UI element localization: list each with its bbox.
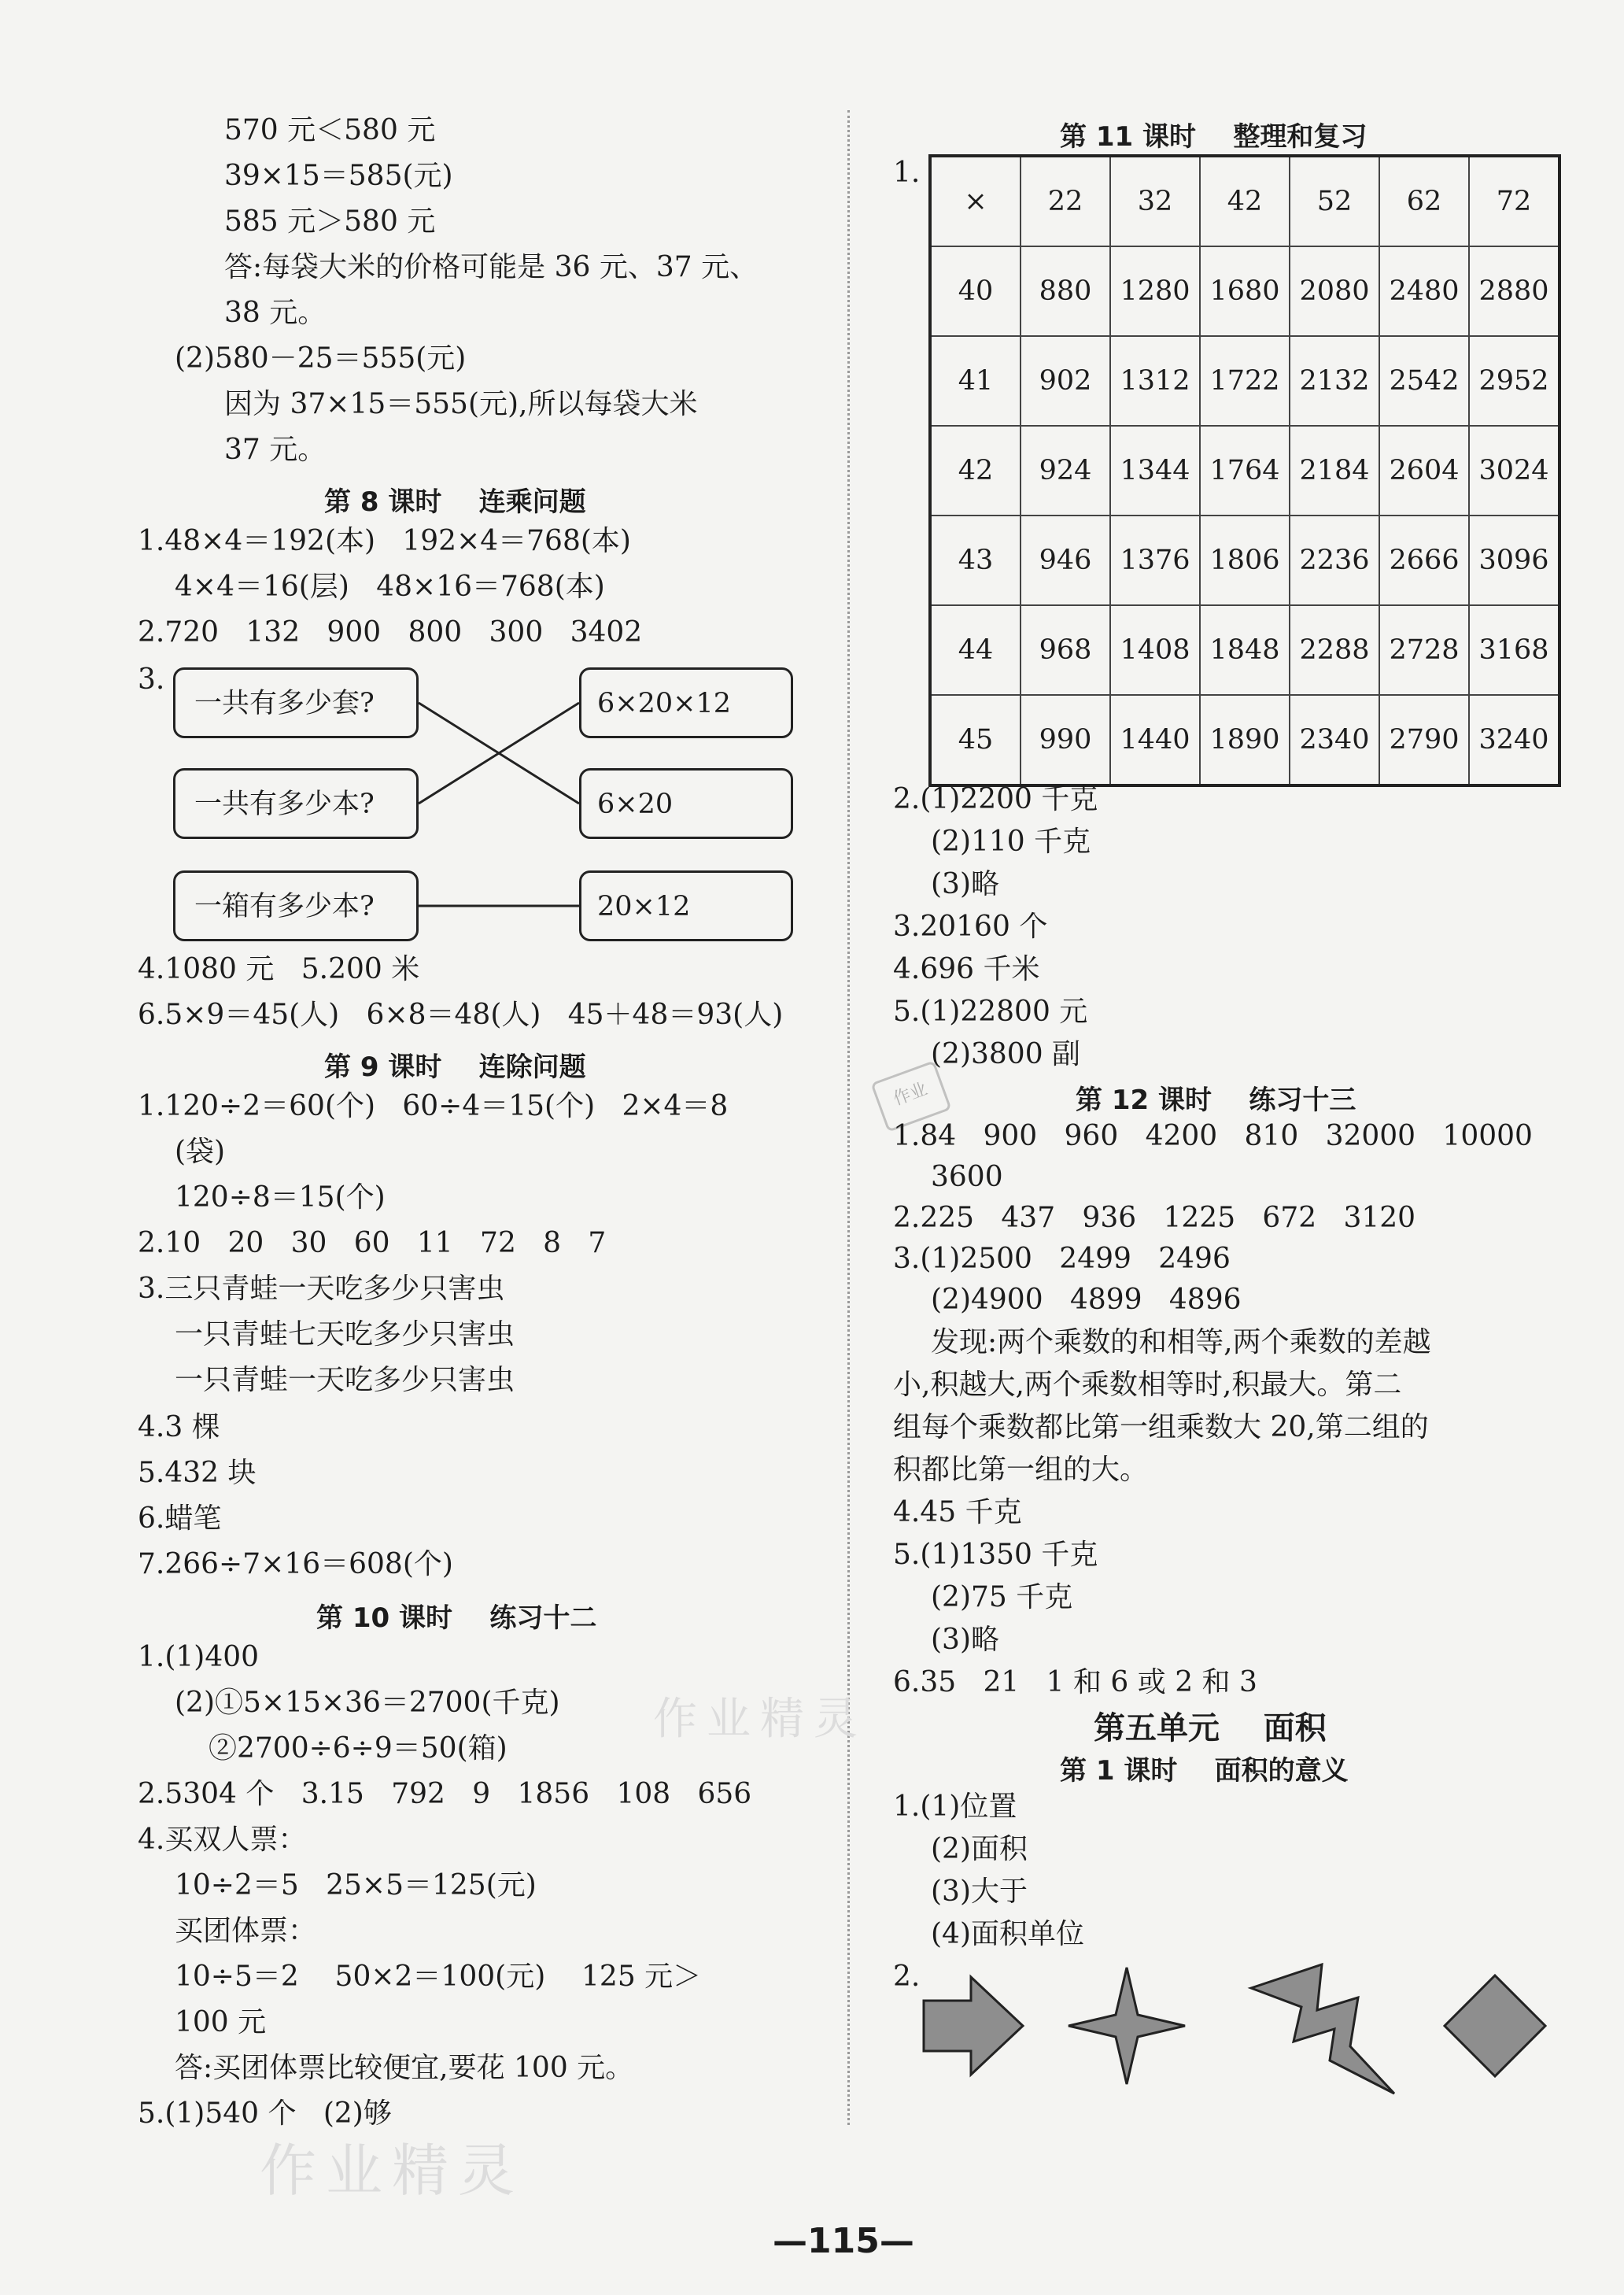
table-cell: 2184	[1290, 426, 1379, 516]
multiplication-table	[928, 154, 1561, 787]
text-line: 5.432 块	[138, 1457, 257, 1489]
text-line: 积都比第一组的大。	[893, 1454, 1149, 1486]
text-line: 5.(1)1350 千克	[893, 1539, 1098, 1571]
section-heading: 第 8 课时 连乘问题	[324, 486, 586, 518]
table-cell: 43	[930, 516, 1021, 605]
text-line: 组每个乘数都比第一组乘数大 20,第二组的	[893, 1411, 1429, 1443]
table-cell: 1848	[1200, 605, 1290, 695]
text-line: 6.蜡笔	[138, 1502, 222, 1535]
text-line: 一只青蛙一天吃多少只害虫	[175, 1364, 515, 1396]
stamp-text: 作业	[891, 1079, 931, 1110]
table-cell: 1408	[1110, 605, 1200, 695]
table-cell: 3240	[1469, 695, 1559, 785]
text-line: 1.48×4＝192(本) 192×4＝768(本)	[138, 525, 631, 557]
text-line: 5.(1)540 个 (2)够	[138, 2097, 392, 2130]
text-line: 小,积越大,两个乘数相等时,积最大。第二	[893, 1369, 1402, 1401]
text-line: ②2700÷6÷9＝50(箱)	[209, 1732, 507, 1765]
text-line: 7.266÷7×16＝608(个)	[138, 1548, 453, 1580]
table-cell: 2728	[1379, 605, 1469, 695]
match-box-left: 一共有多少本?	[173, 768, 419, 839]
table-cell: 52	[1290, 156, 1379, 246]
table-cell: 2880	[1469, 246, 1559, 336]
text-line: 39×15＝585(元)	[224, 160, 453, 192]
text-line: 585 元＞580 元	[224, 205, 436, 238]
section-heading: 第 10 课时 练习十二	[316, 1602, 597, 1634]
text-line: 3.	[138, 663, 165, 696]
table-cell: 32	[1110, 156, 1200, 246]
text-line: (2)3800 副	[931, 1038, 1081, 1070]
table-row	[930, 336, 1559, 426]
text-line: 发现:两个乘数的和相等,两个乘数的差越	[931, 1326, 1431, 1358]
text-line: (4)面积单位	[931, 1918, 1084, 1950]
watermark-logo: 作业精灵	[653, 1694, 867, 1745]
section-heading: 第 11 课时 整理和复习	[1060, 121, 1367, 153]
table-cell: 22	[1021, 156, 1110, 246]
text-line: 1.(1)400	[138, 1641, 260, 1673]
text-line: 3.(1)2500 2499 2496	[893, 1243, 1231, 1275]
text-line: 买团体票：	[175, 1915, 317, 1947]
arrow-shape-icon	[924, 1977, 1023, 2075]
table-cell: 42	[930, 426, 1021, 516]
shaded-shapes	[913, 1960, 1574, 2101]
table-cell: 2952	[1469, 336, 1559, 426]
table-cell: 2132	[1290, 336, 1379, 426]
text-line: (2)面积	[931, 1833, 1028, 1865]
table-cell: 1806	[1200, 516, 1290, 605]
text-line: 10÷5＝2 50×2＝100(元) 125 元＞	[175, 1961, 702, 1993]
section-heading: 第 12 课时 练习十三	[1076, 1085, 1356, 1116]
match-box-right: 6×20×12	[579, 667, 793, 738]
text-line: 2.225 437 936 1225 672 3120	[893, 1202, 1416, 1234]
table-cell: 2080	[1290, 246, 1379, 336]
match-box-right: 6×20	[579, 768, 793, 839]
table-cell: 990	[1021, 695, 1110, 785]
text-line: 因为 37×15＝555(元),所以每袋大米	[224, 388, 698, 420]
text-line: 4.买双人票：	[138, 1824, 307, 1856]
text-line: 4.696 千米	[893, 953, 1040, 985]
table-cell: 946	[1021, 516, 1110, 605]
table-cell: 880	[1021, 246, 1110, 336]
text-line: 2.(1)2200 千克	[893, 783, 1098, 815]
table-cell: ×	[930, 156, 1021, 246]
text-line: 2.	[893, 1961, 921, 1993]
match-box-left: 一箱有多少本?	[173, 870, 419, 941]
table-cell: 3168	[1469, 605, 1559, 695]
table-cell: 40	[930, 246, 1021, 336]
match-box-left: 一共有多少套?	[173, 667, 419, 738]
table-cell: 44	[930, 605, 1021, 695]
text-line: 120÷8＝15(个)	[175, 1181, 386, 1214]
table-cell: 2604	[1379, 426, 1469, 516]
table-row	[930, 426, 1559, 516]
star-shape-icon	[1069, 1968, 1185, 2084]
text-line: (3)大于	[931, 1876, 1028, 1908]
text-line: 37 元。	[224, 434, 327, 466]
text-line: 1.(1)位置	[893, 1791, 1017, 1823]
text-line: 6.5×9＝45(人) 6×8＝48(人) 45＋48＝93(人)	[138, 999, 784, 1031]
text-line: 570 元＜580 元	[224, 114, 436, 146]
table-row	[930, 605, 1559, 695]
table-cell: 968	[1021, 605, 1110, 695]
table-cell: 72	[1469, 156, 1559, 246]
text-line: 答:每袋大米的价格可能是 36 元、37 元、	[224, 251, 758, 283]
table-cell: 45	[930, 695, 1021, 785]
table-cell: 2340	[1290, 695, 1379, 785]
table-cell: 902	[1021, 336, 1110, 426]
text-line: 4×4＝16(层) 48×16＝768(本)	[175, 571, 605, 603]
table-row	[930, 695, 1559, 785]
text-line: 4.3 棵	[138, 1411, 220, 1443]
table-cell: 3096	[1469, 516, 1559, 605]
table-header-row	[930, 156, 1559, 246]
text-line: 1.84 900 960 4200 810 32000 10000	[893, 1120, 1533, 1152]
table-cell: 1722	[1200, 336, 1290, 426]
table-cell: 2288	[1290, 605, 1379, 695]
table-cell: 2666	[1379, 516, 1469, 605]
text-line: (袋)	[175, 1136, 226, 1168]
text-line: 2.5304 个 3.15 792 9 1856 108 656	[138, 1778, 752, 1810]
table-cell: 924	[1021, 426, 1110, 516]
text-line: (2)110 千克	[931, 826, 1091, 858]
text-line: (2)75 千克	[931, 1581, 1073, 1613]
text-line: 2.10 20 30 60 11 72 8 7	[138, 1227, 607, 1259]
text-line: 10÷2＝5 25×5＝125(元)	[175, 1869, 537, 1901]
text-line: 4.1080 元 5.200 米	[138, 953, 420, 985]
text-line: 5.(1)22800 元	[893, 996, 1088, 1028]
text-line: (2)580－25＝555(元)	[175, 342, 467, 375]
text-line: (3)略	[931, 868, 999, 900]
table-cell: 1376	[1110, 516, 1200, 605]
text-line: 3.20160 个	[893, 911, 1048, 943]
table-cell: 3024	[1469, 426, 1559, 516]
table-cell: 1680	[1200, 246, 1290, 336]
text-line: 答:买团体票比较便宜,要花 100 元。	[175, 2052, 634, 2084]
text-line: (2)4900 4899 4896	[931, 1284, 1242, 1316]
table-cell: 62	[1379, 156, 1469, 246]
text-line: 4.45 千克	[893, 1496, 1022, 1528]
text-line: 1.120÷2＝60(个) 60÷4＝15(个) 2×4＝8	[138, 1090, 729, 1122]
text-line: 3600	[931, 1161, 1003, 1193]
table-cell: 2542	[1379, 336, 1469, 426]
table-row	[930, 246, 1559, 336]
text-line: 1.	[893, 157, 921, 189]
text-line: (3)略	[931, 1624, 999, 1656]
table-cell: 1764	[1200, 426, 1290, 516]
table-cell: 1280	[1110, 246, 1200, 336]
table-cell: 2790	[1379, 695, 1469, 785]
text-line: 一只青蛙七天吃多少只害虫	[175, 1318, 515, 1351]
table-cell: 1890	[1200, 695, 1290, 785]
text-line: (2)①5×15×36＝2700(千克)	[175, 1687, 560, 1719]
match-box-right: 20×12	[579, 870, 793, 941]
section-heading: 第 9 课时 连除问题	[324, 1051, 586, 1083]
table-cell: 1344	[1110, 426, 1200, 516]
text-line: 3.三只青蛙一天吃多少只害虫	[138, 1273, 505, 1305]
table-cell: 1312	[1110, 336, 1200, 426]
table-cell: 42	[1200, 156, 1290, 246]
text-line: 100 元	[175, 2006, 267, 2038]
table-cell: 41	[930, 336, 1021, 426]
unit-heading: 第五单元 面积	[1094, 1710, 1327, 1746]
section-heading: 第 1 课时 面积的意义	[1060, 1755, 1349, 1787]
text-line: 6.35 21 1 和 6 或 2 和 3	[893, 1666, 1257, 1698]
text-line: 38 元。	[224, 297, 327, 329]
table-row	[930, 516, 1559, 605]
diamond-shape-icon	[1445, 1975, 1545, 2076]
page-number: —115—	[773, 2221, 914, 2261]
watermark-logo: 作业精灵	[260, 2138, 525, 2204]
lightning-shape-icon	[1251, 1964, 1394, 2094]
table-cell: 2480	[1379, 246, 1469, 336]
table-cell: 1440	[1110, 695, 1200, 785]
table-cell: 2236	[1290, 516, 1379, 605]
text-line: 2.720 132 900 800 300 3402	[138, 616, 643, 649]
